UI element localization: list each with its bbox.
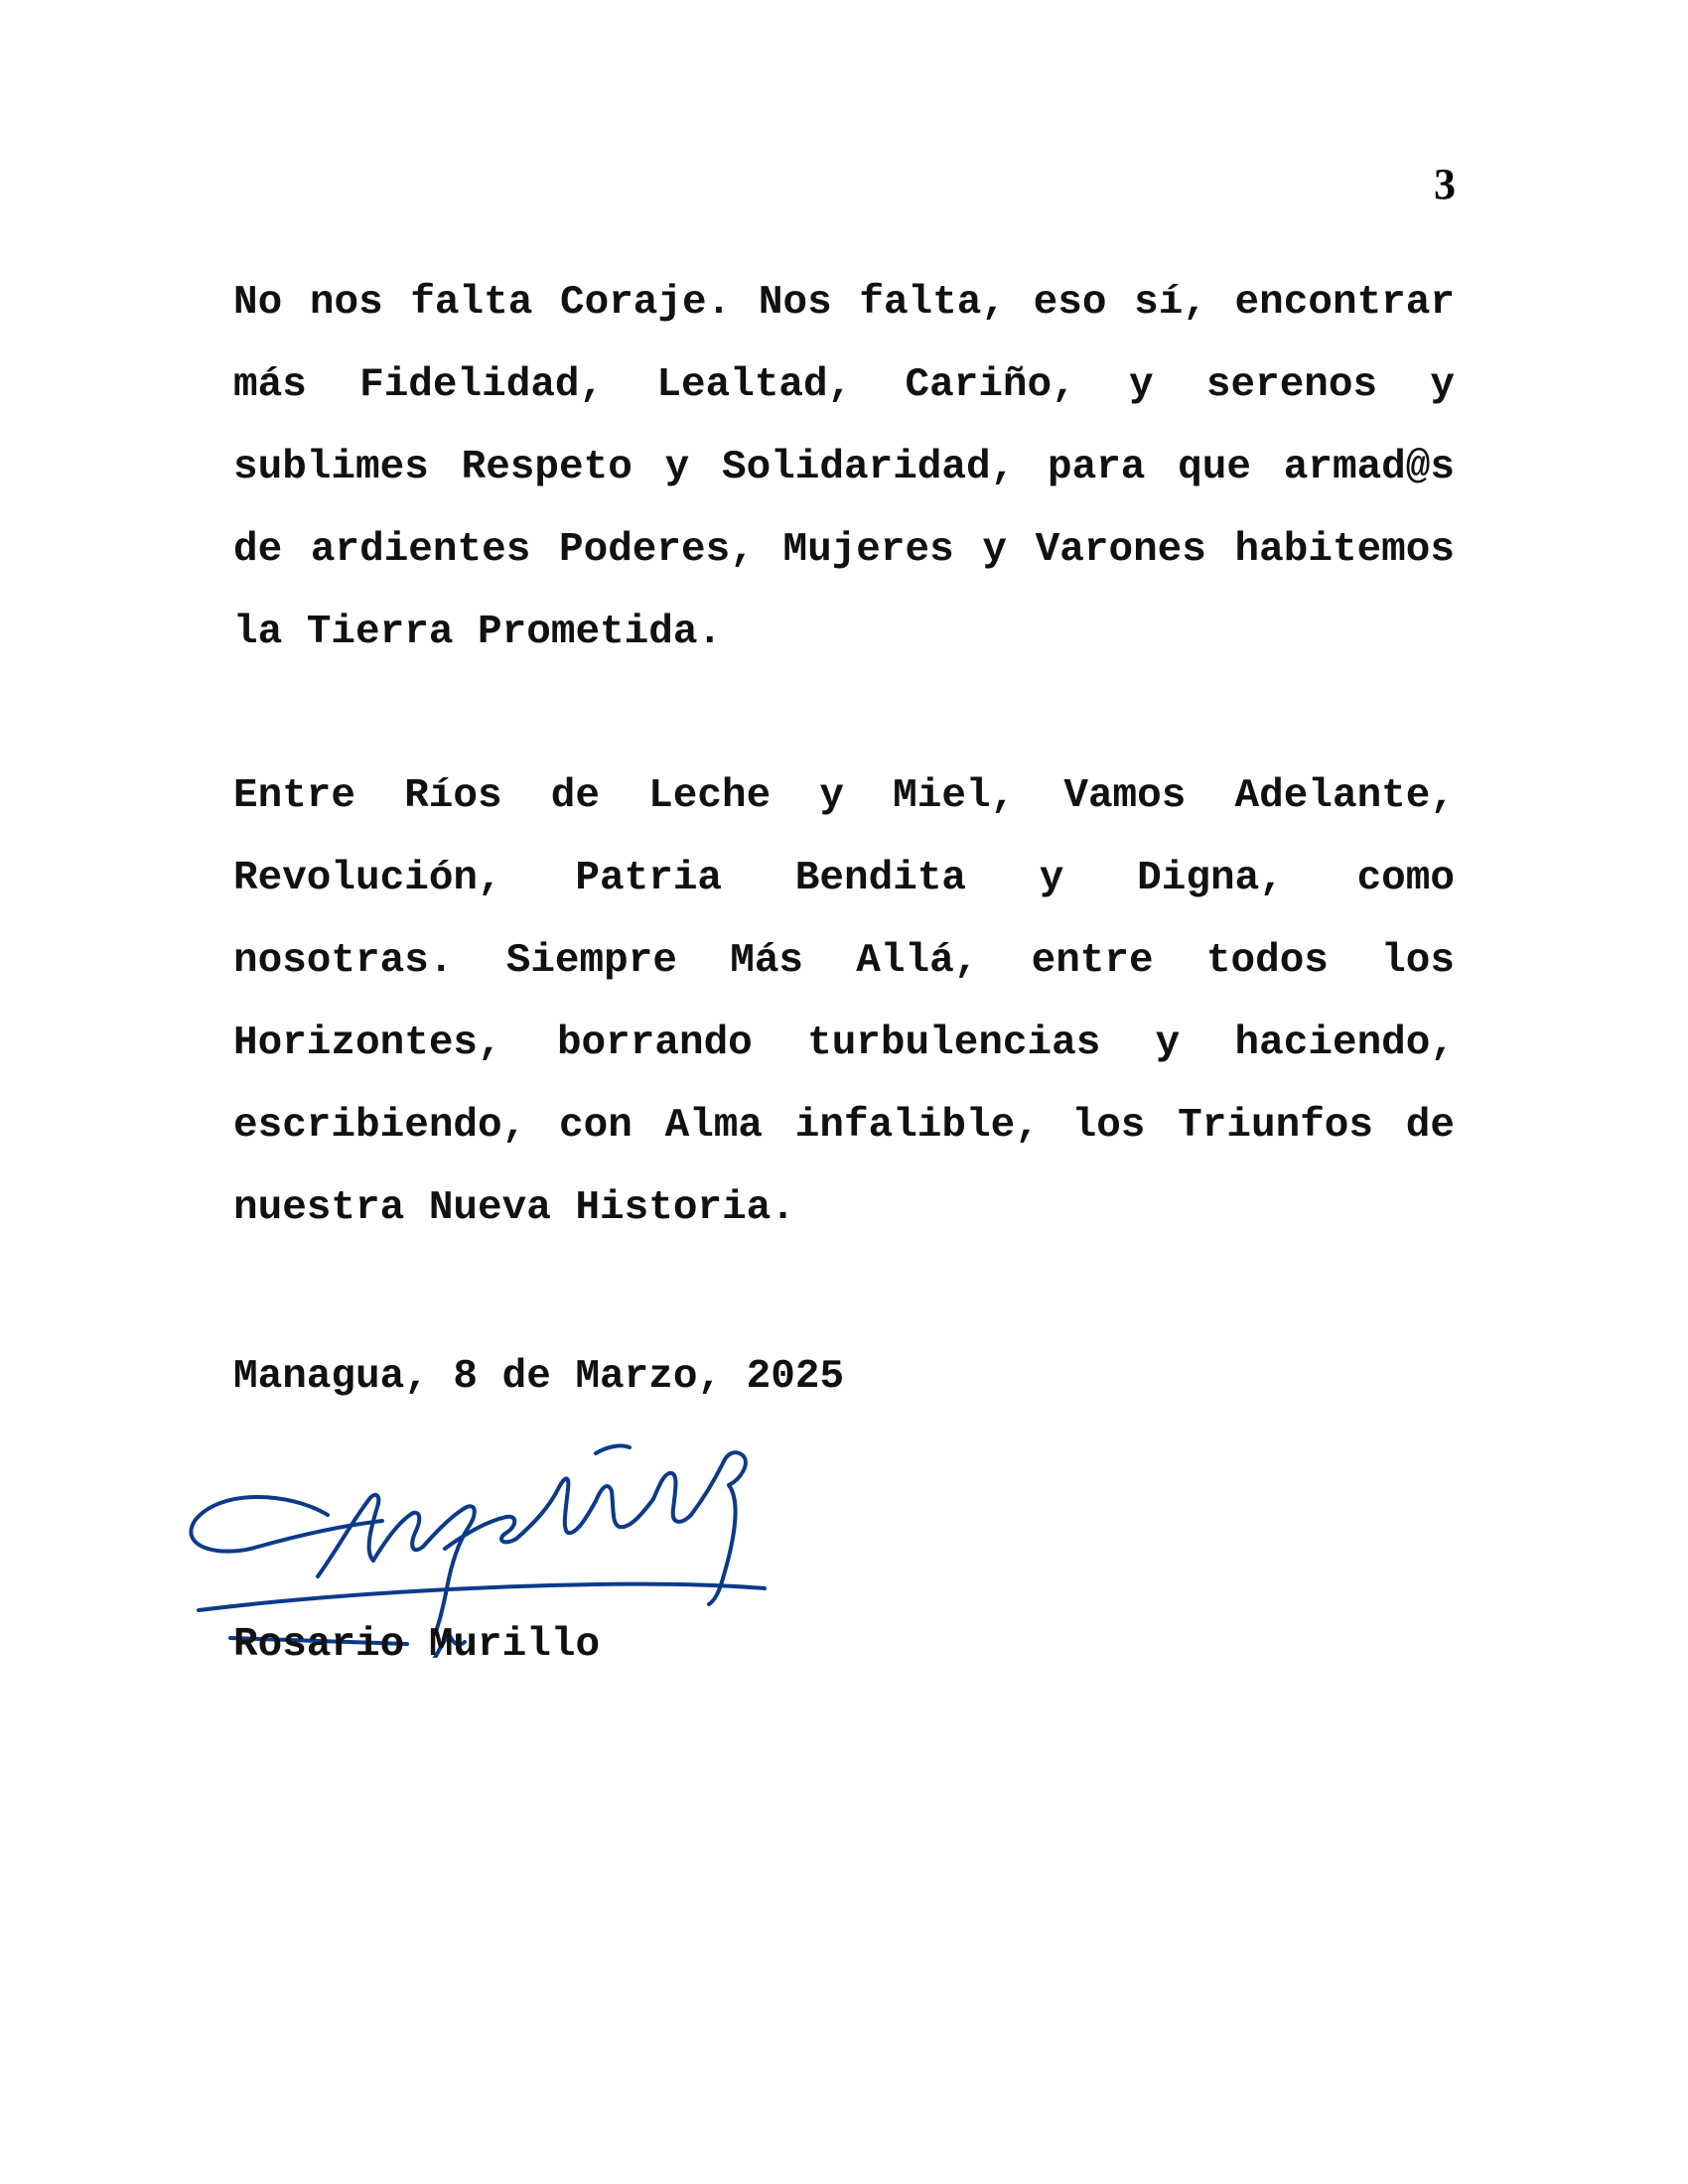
signer-name: Rosario Murillo [233,1622,601,1668]
paragraph-2: Entre Ríos de Leche y Miel, Vamos Adelante, Revolución, Patria Bendita y Digna, como nosotras. Siempre Más Allá, entre todos los Horizontes, borrando turbulencias y haciendo, escribiendo, con Alma infalible, los Triunfos de nuestra Nueva Historia. [233,773,1455,1231]
paragraph-1: No nos falta Coraje. Nos falta, eso sí, encontrar más Fidelidad, Lealtad, Cariño, y serenos y sublimes Respeto y Solidaridad, para que armad@s de ardientes Poderes, Mujeres y Varones habitemos la Tierra Prometida. [233,280,1455,655]
page-number: 3 [1434,160,1456,208]
dateline: Managua, 8 de Marzo, 2025 [233,1354,845,1400]
